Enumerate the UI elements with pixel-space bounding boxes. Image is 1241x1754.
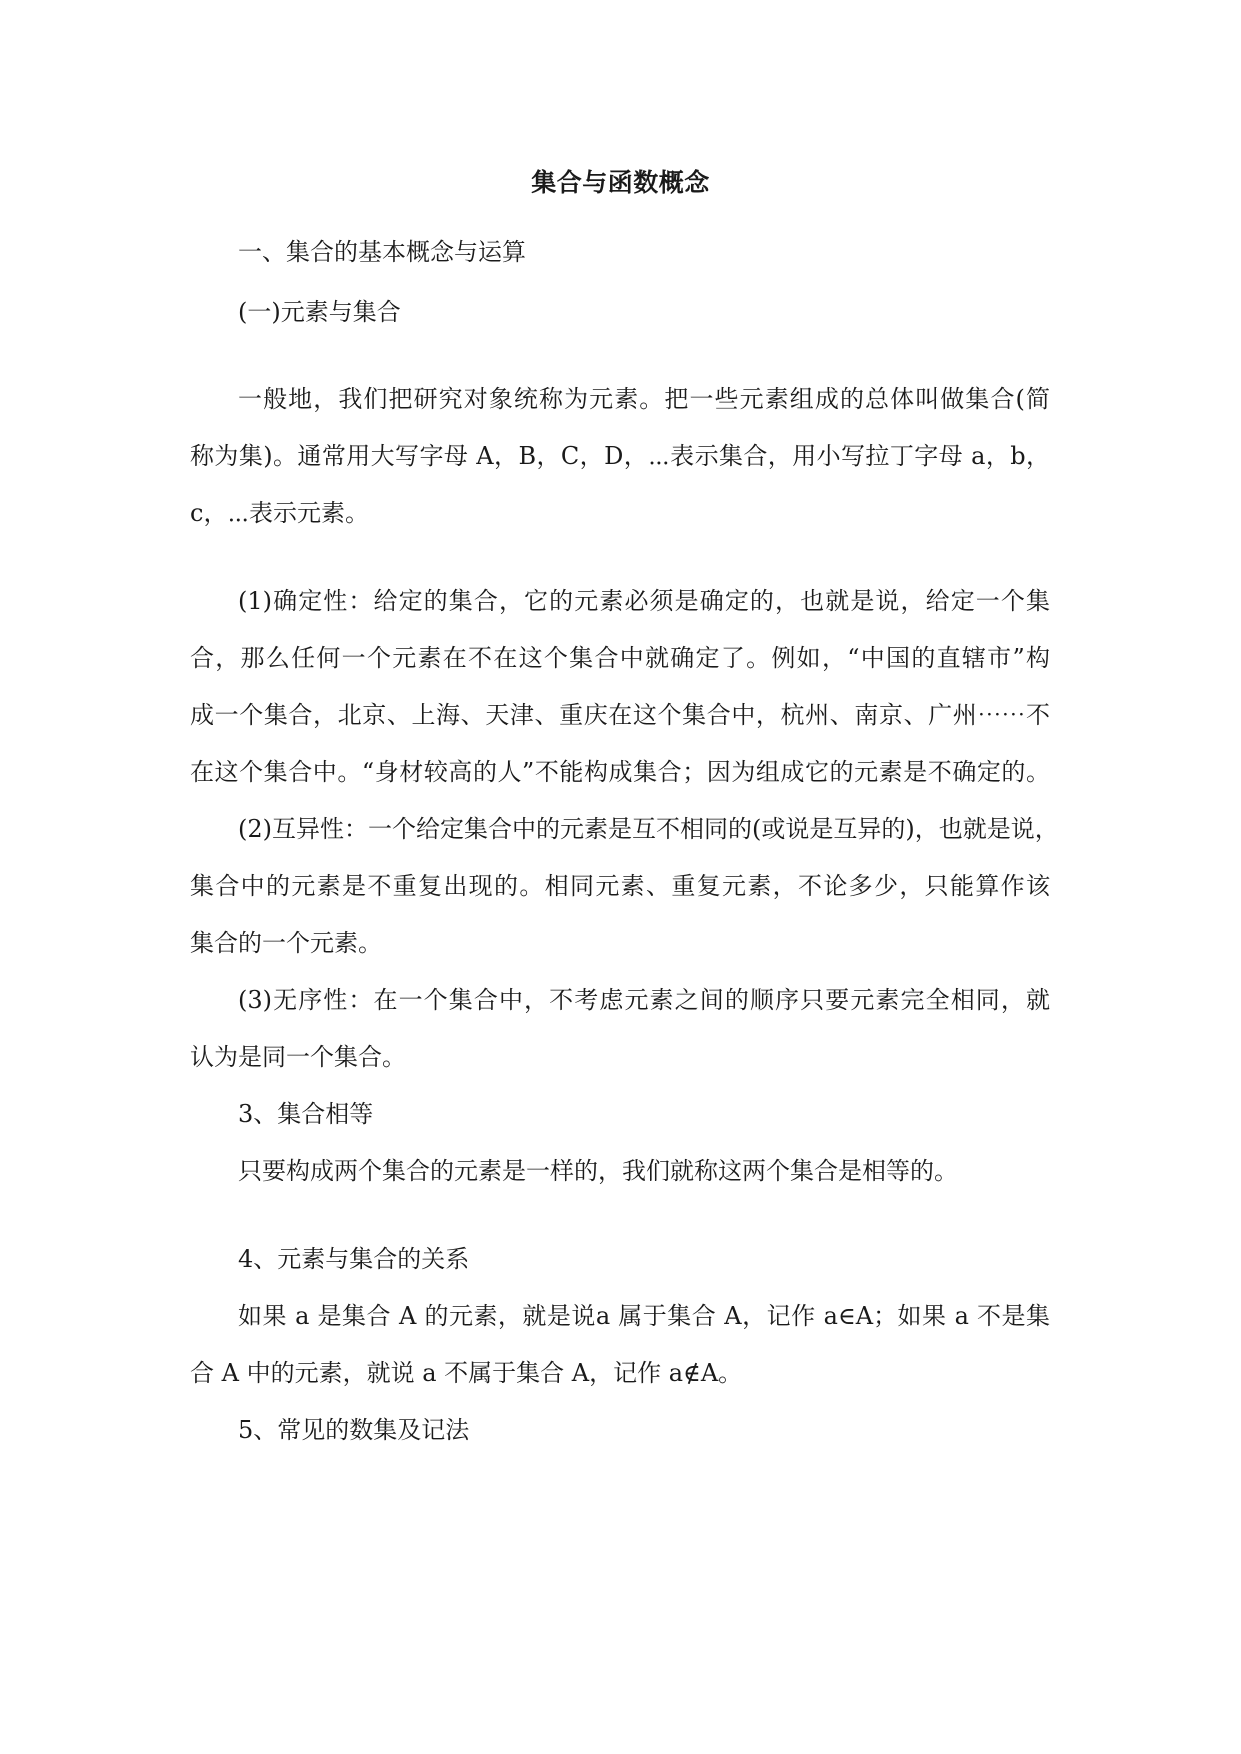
section-heading: 一、集合的基本概念与运算: [238, 238, 526, 266]
paragraph-line: 称为集)。通常用大写字母 A，B，C，D，⋯表示集合，用小写拉丁字母 a，b，: [190, 442, 1050, 470]
document-title: 集合与函数概念: [531, 168, 710, 197]
paragraph-line: c，⋯表示元素。: [190, 499, 370, 527]
paragraph-line: 合 A 中的元素，就说 a 不属于集合 A，记作 a∉A。: [190, 1359, 743, 1387]
heading-element-relation: 4、元素与集合的关系: [238, 1245, 470, 1273]
paragraph-line: 认为是同一个集合。: [190, 1043, 406, 1071]
heading-set-equality: 3、集合相等: [238, 1100, 374, 1128]
heading-number-sets: 5、常见的数集及记法: [238, 1416, 470, 1444]
paragraph-line: (2)互异性：一个给定集合中的元素是互不相同的(或说是互异的)，也就是说，: [238, 815, 1059, 843]
paragraph-line: 只要构成两个集合的元素是一样的，我们就称这两个集合是相等的。: [238, 1157, 958, 1185]
paragraph-line: 集合中的元素是不重复出现的。相同元素、重复元素，不论多少，只能算作该: [190, 872, 1050, 900]
paragraph-line: 一般地，我们把研究对象统称为元素。把一些元素组成的总体叫做集合(简: [238, 385, 1050, 413]
paragraph-line: 合，那么任何一个元素在不在这个集合中就确定了。例如，“中国的直辖市”构: [190, 644, 1050, 672]
paragraph-line: 在这个集合中。“身材较高的人”不能构成集合；因为组成它的元素是不确定的。: [190, 758, 1050, 786]
paragraph-line: 如果 a 是集合 A 的元素，就是说a 属于集合 A，记作 a∈A；如果 a 不是集: [238, 1302, 1050, 1330]
subsection-heading: (一)元素与集合: [238, 298, 401, 326]
paragraph-line: 成一个集合，北京、上海、天津、重庆在这个集合中，杭州、南京、广州⋯⋯不: [190, 701, 1050, 729]
paragraph-line: (3)无序性：在一个集合中，不考虑元素之间的顺序只要元素完全相同，就: [238, 986, 1050, 1014]
paragraph-line: 集合的一个元素。: [190, 929, 382, 957]
paragraph-line: (1)确定性：给定的集合，它的元素必须是确定的，也就是说，给定一个集: [238, 587, 1050, 615]
